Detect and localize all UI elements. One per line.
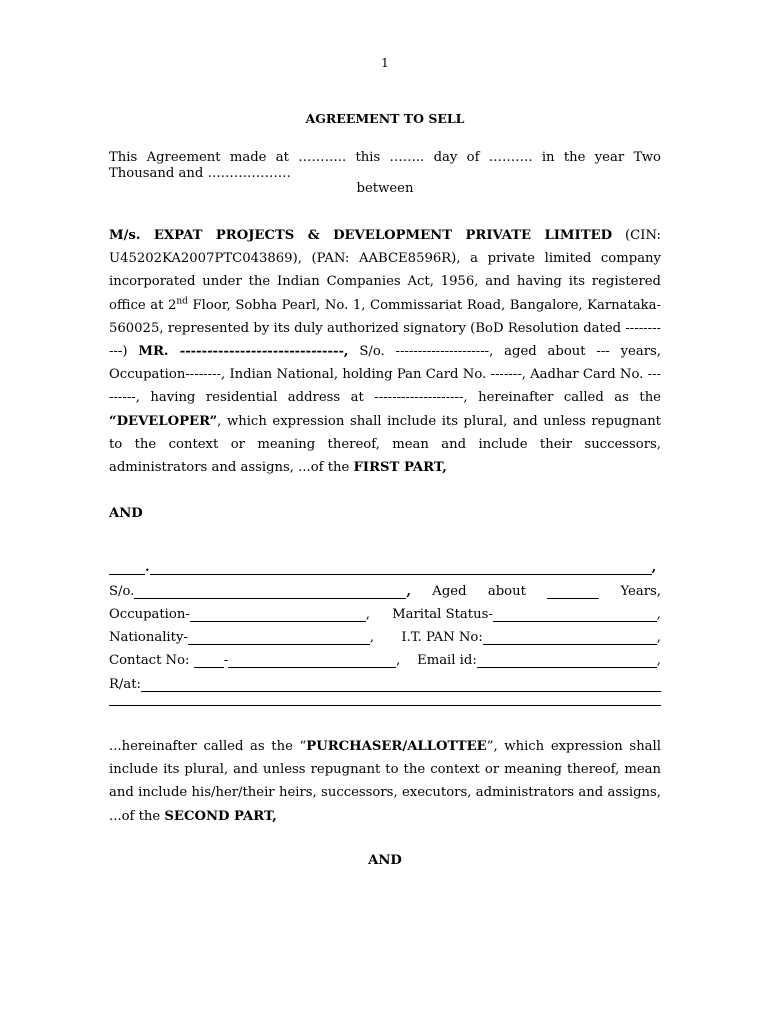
occupation-row [109,599,661,622]
marital-comma: , [656,606,661,622]
purchaser-paragraph [109,735,661,828]
agreement-intro: This Agreement made at ……….. this …….. day of ………. in the year Two Thousand and ………………. [109,150,661,181]
developer-text-b: Floor, Sobha Pearl, No. 1, Commissariat Road, Bangalore, Karnataka-560025, represented by its duly authorized signatory (BoD Resolution dated -----------) [109,297,661,360]
marital-status-label: Marital Status- [392,606,493,622]
email-blank[interactable] [477,654,657,668]
contact-code-blank[interactable] [194,654,224,668]
parent-name-blank[interactable] [134,585,406,599]
second-part-label: SECOND PART, [164,808,277,824]
years-label: Years, [620,583,661,599]
developer-text-c: S/o. ---------------------, aged about --- years, Occupation--------, Indian National, holding Pan Card No. -------, Aadhar Card No. ---------, having residential address at --------------------, hereinafter called as the [109,344,661,406]
contact-comma: , [396,653,401,669]
residence-label: R/at: [109,676,141,692]
address-continuation-line[interactable] [109,705,661,706]
pan-blank[interactable] [483,631,657,645]
purchaser-name-row [109,552,661,575]
so-comma: , [406,583,411,599]
contact-row [109,645,661,668]
name-separator: . [145,560,150,576]
title-blank[interactable] [109,561,145,575]
nationality-comma: , [369,630,375,646]
occupation-comma: , [365,606,370,622]
pan-label: I.T. PAN No: [401,630,483,646]
signatory-name: MR. ------------------------------, [138,344,349,360]
about-label: about [487,583,526,599]
occupation-blank[interactable] [190,608,366,622]
developer-text-d: , which expression shall include its plural, and unless repugnant to the context or meaning thereof, mean and include their successors, administrators and assigns, ...of the [109,413,661,476]
pan-comma: , [656,630,661,646]
age-blank[interactable] [547,585,599,599]
residence-blank[interactable] [141,678,661,692]
developer-text-a: (CIN: U45202KA2007PTC043869), (PAN: AABCE8596R), a private limited company incorporated under the Indian Companies Act, 1956, and having its registered office at 2 [109,228,661,313]
contact-label: Contact No: [109,653,190,669]
contact-dash: - [223,653,229,669]
parent-age-row [109,575,661,598]
purchaser-fields [109,552,661,692]
and-separator-1: AND [109,506,143,521]
page-number: 1 [381,56,389,70]
nationality-row [109,622,661,645]
purchaser-text-b: ”, which expression shall include its plural, and unless repugnant to the context or meaning thereof, mean and include his/her/their heirs, successors, executors, administrators and assigns, ...of the [109,739,661,824]
developer-role: “DEVELOPER” [109,413,218,429]
residence-row [109,668,661,691]
name-comma: , [651,560,657,576]
email-label: Email id: [417,653,477,669]
first-part-label: FIRST PART, [353,460,447,476]
and-separator-2: AND [368,853,402,868]
marital-status-blank[interactable] [493,608,657,622]
document-title: AGREEMENT TO SELL [305,111,465,126]
email-comma: , [656,653,661,669]
developer-paragraph [109,224,661,479]
so-label: S/o. [109,583,135,599]
aged-label: Aged [432,583,467,599]
nationality-blank[interactable] [188,631,370,645]
purchaser-name-blank[interactable] [150,561,652,575]
developer-name: M/s. EXPAT PROJECTS & DEVELOPMENT PRIVATE LIMITED [109,228,613,243]
occupation-label: Occupation- [109,606,190,622]
nationality-label: Nationality- [109,630,188,646]
ordinal-suffix: nd [176,296,188,307]
purchaser-role: PURCHASER/ALLOTTEE [306,739,487,754]
between-label: between [356,181,414,196]
contact-number-blank[interactable] [228,654,396,668]
purchaser-text-a: ...hereinafter called as the “ [109,739,307,754]
